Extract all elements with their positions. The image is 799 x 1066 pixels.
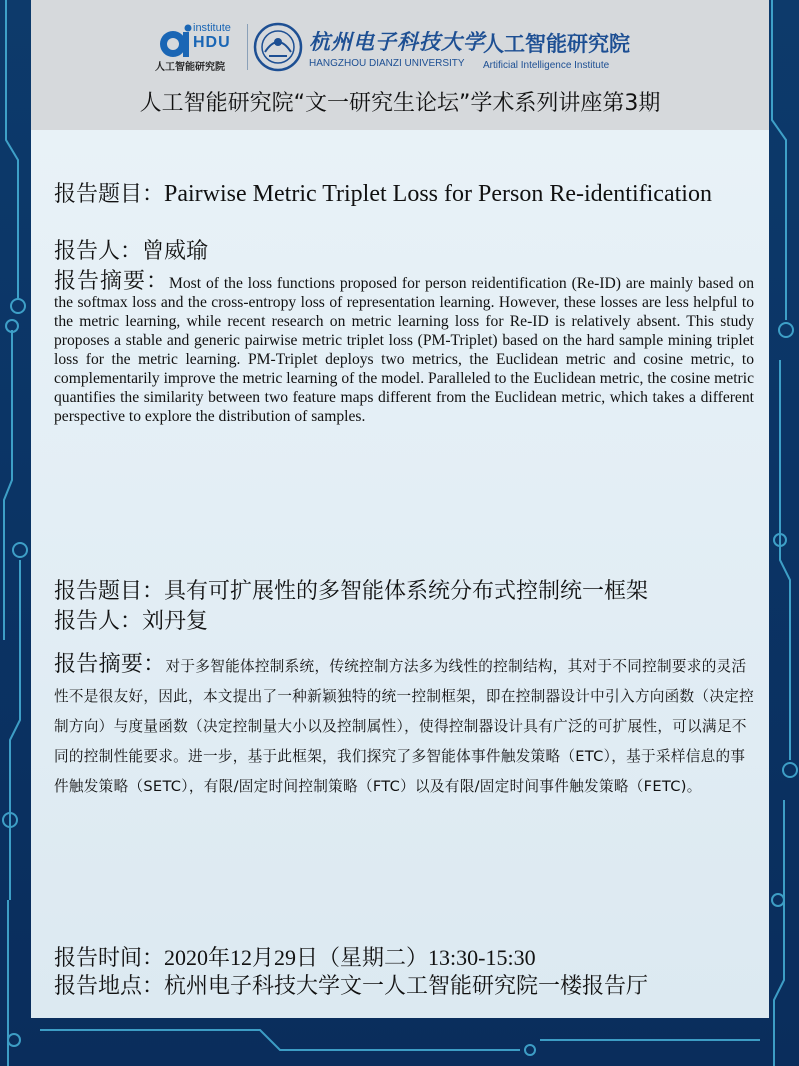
talk2-title-text: 具有可扩展性的多智能体系统分布式控制统一框架 bbox=[164, 579, 649, 604]
institute-name-en: Artificial Intelligence Institute bbox=[483, 60, 610, 71]
university-seal-icon bbox=[253, 22, 303, 72]
time-value: 2020年12月29日（星期二）13:30-15:30 bbox=[164, 945, 536, 970]
logo-divider bbox=[247, 24, 248, 70]
ai-logo-hdu: HDU bbox=[193, 34, 231, 51]
talk1-speaker-name: 曾威瑜 bbox=[142, 239, 209, 264]
talk1-abstract bbox=[54, 269, 754, 426]
talk1-title bbox=[54, 178, 754, 210]
talk1-abstract-text: Most of the loss functions proposed for person reidentification (Re-ID) are mainly based on the softmax loss and the cross-entropy loss of representation learning. However, these losses are less helpful to the metric learning, while recent research on metric learning loss for Re-ID is relatively absent. This study proposes a stable and generic pairwise metric triplet loss (PM-Triplet) based on the hard sample mining triplet loss for the metric learning. PM-Triplet deploys two metrics, the Euclidean metric and cosine metric, to complementarily improve the metric learning of the model. Paralleled to the Euclidean metric, the cosine metric quantifies the similarity between two feature maps different from the Euclidean metric, which takes a different perspective to explore the distribution of samples. bbox=[54, 275, 754, 425]
logo-row bbox=[155, 20, 645, 76]
ai-logo-institute: institute bbox=[193, 22, 231, 34]
institute-name-cn: 人工智能研究院 bbox=[483, 32, 630, 56]
ai-logo-cn: 人工智能研究院 bbox=[155, 62, 225, 73]
talk-place bbox=[54, 972, 754, 1002]
talk2-abstract-text: 对于多智能体控制系统，传统控制方法多为线性的控制结构，其对于不同控制要求的灵活性不是很友好，因此，本文提出了一种新颖独特的统一控制框架，即在控制器设计中引入方向函数（决定控制方向）与度量函数（决定控制量大小以及控制属性），使得控制器设计具有广泛的可扩展性，可以满足不同的控制性能要求。进一步，基于此框架，我们探究了多智能体事件触发策略（ETC），基于采样信息的事件触发策略（SETC），有限/固定时间控制策略（FTC）以及有限/固定时间事件触发策略（FETC)。 bbox=[54, 658, 755, 795]
place-value: 杭州电子科技大学文一人工智能研究院一楼报告厅 bbox=[164, 974, 649, 999]
institute-name bbox=[483, 28, 630, 71]
series-title: 人工智能研究院“文一研究生论坛”学术系列讲座第3期 bbox=[139, 91, 661, 116]
talk1-abstract-label: 报告摘要： bbox=[54, 269, 169, 294]
talk1-speaker bbox=[54, 238, 754, 266]
place-label: 报告地点： bbox=[54, 974, 165, 999]
talk2-abstract-label: 报告摘要： bbox=[54, 652, 166, 677]
talk2-title bbox=[54, 578, 754, 606]
ai-institute-logo bbox=[155, 20, 239, 76]
talk1-title-label: 报告题目： bbox=[54, 182, 165, 207]
talk1-speaker-label: 报告人： bbox=[54, 239, 143, 264]
talk2-speaker-name: 刘丹复 bbox=[142, 609, 209, 634]
talk-time bbox=[54, 943, 754, 974]
talk1-title-text: Pairwise Metric Triplet Loss for Person Re-identification bbox=[164, 181, 712, 207]
talk2-speaker-label: 报告人： bbox=[54, 609, 143, 634]
talk2-speaker bbox=[54, 608, 754, 636]
poster-panel bbox=[31, 0, 769, 1018]
ai-logo-icon bbox=[157, 24, 197, 58]
university-name bbox=[309, 26, 485, 69]
talk2-title-label: 报告题目： bbox=[54, 579, 165, 604]
talk2-abstract bbox=[54, 650, 756, 802]
university-name-en: HANGZHOU DIANZI UNIVERSITY bbox=[309, 58, 465, 69]
time-label: 报告时间： bbox=[54, 946, 165, 971]
university-name-cn: 杭州电子科技大学 bbox=[309, 29, 485, 54]
header-banner bbox=[31, 0, 769, 130]
